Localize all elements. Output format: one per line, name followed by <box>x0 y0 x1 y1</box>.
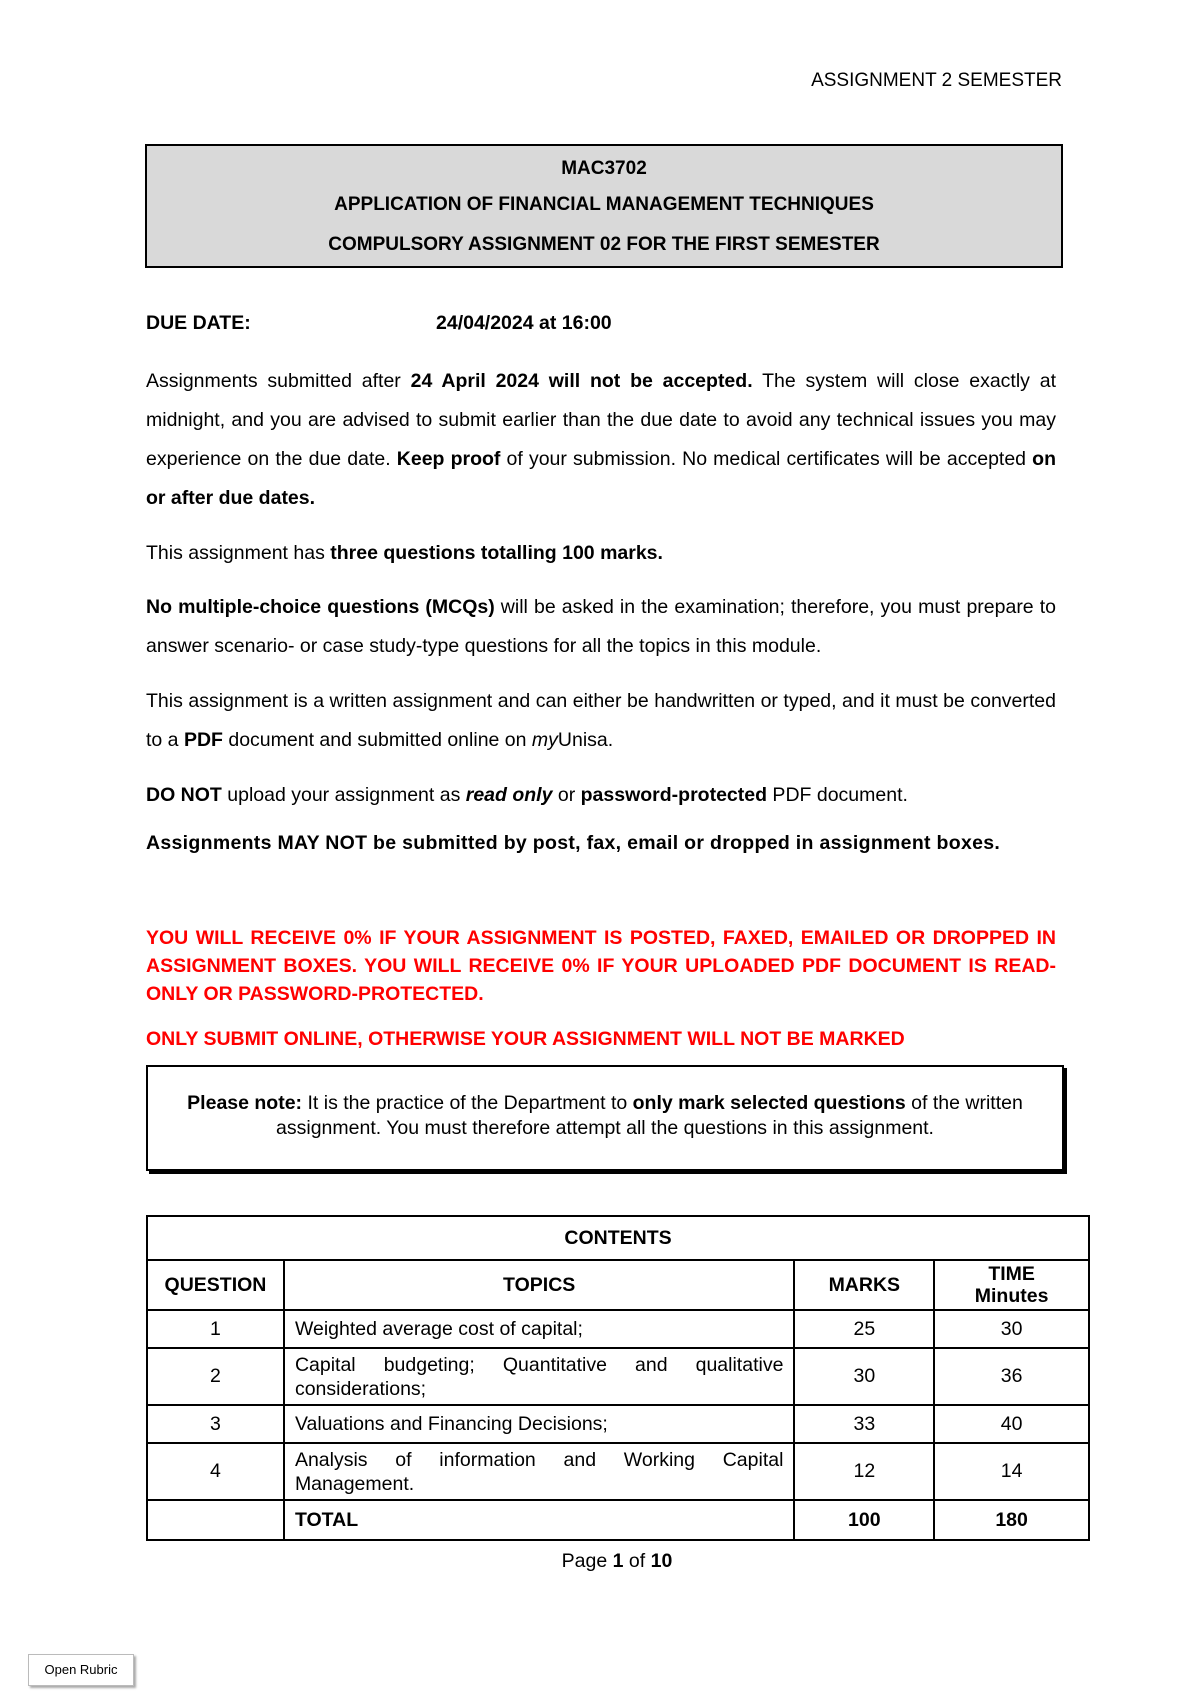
header-marks: MARKS <box>794 1260 934 1310</box>
page-number: Page 1 of 10 <box>561 1550 673 1572</box>
page-header-label: ASSIGNMENT 2 SEMESTER <box>811 70 1062 91</box>
contents-title: CONTENTS <box>147 1216 1089 1260</box>
header-time: TIME Minutes <box>934 1260 1089 1310</box>
submission-paragraph: Assignments submitted after 24 April 2024 will not be accepted. The system will close exactly at midnight, and you are advised to submit earlier than the due date to avoid any technical issues you may experience on the due date. Keep proof of your submission. No medical certificates will be accepted on or after due dates. <box>146 370 1056 509</box>
format-paragraph: This assignment is a written assignment and can either be handwritten or typed, and it must be converted to a PDF document and submitted online on myUnisa. <box>146 690 1056 751</box>
table-total-row: TOTAL 100 180 <box>147 1500 1089 1540</box>
note-box: Please note: It is the practice of the Department to only mark selected questions of the written assignment. You must therefore attempt all the questions in this assignment. <box>146 1065 1064 1171</box>
questions-paragraph: This assignment has three questions totalling 100 marks. <box>146 542 663 564</box>
warning-text: YOU WILL RECEIVE 0% IF YOUR ASSIGNMENT IS POSTED, FAXED, EMAILED OR DROPPED IN ASSIGNMENT BOXES. YOU WILL RECEIVE 0% IF YOUR UPLOADED PDF DOCUMENT IS READ-ONLY OR PASSWORD-PROTECTED. <box>146 927 1056 1005</box>
assignment-title: COMPULSORY ASSIGNMENT 02 FOR THE FIRST SEMESTER <box>328 234 880 255</box>
mcq-paragraph: No multiple-choice questions (MCQs) will be asked in the examination; therefore, you must prepare to answer scenario- or case study-type questions for all the topics in this module. <box>146 596 1057 657</box>
due-date-value: 24/04/2024 at 16:00 <box>436 312 612 334</box>
table-row: 1 Weighted average cost of capital; 25 30 <box>147 1310 1089 1348</box>
header-topics: TOPICS <box>284 1260 794 1310</box>
table-row: 4 Analysis of information and Working Capital Management. 12 14 <box>147 1443 1089 1500</box>
warning-online-only: ONLY SUBMIT ONLINE, OTHERWISE YOUR ASSIGNMENT WILL NOT BE MARKED <box>146 1028 905 1050</box>
table-row: 3 Valuations and Financing Decisions; 33 40 <box>147 1405 1089 1443</box>
table-row: 2 Capital budgeting; Quantitative and qualitative considerations; 30 36 <box>147 1348 1089 1405</box>
submission-method-paragraph: Assignments MAY NOT be submitted by post, fax, email or dropped in assignment boxes. <box>146 832 1001 854</box>
module-title: APPLICATION OF FINANCIAL MANAGEMENT TECHNIQUES <box>334 194 874 215</box>
open-rubric-button[interactable]: Open Rubric <box>28 1654 134 1686</box>
header-question: QUESTION <box>147 1260 284 1310</box>
title-box <box>145 144 1063 268</box>
module-code: MAC3702 <box>561 158 647 179</box>
contents-table <box>146 1215 1090 1541</box>
upload-paragraph: DO NOT upload your assignment as read only or password-protected PDF document. <box>146 784 908 806</box>
due-date-label: DUE DATE: <box>146 312 251 334</box>
